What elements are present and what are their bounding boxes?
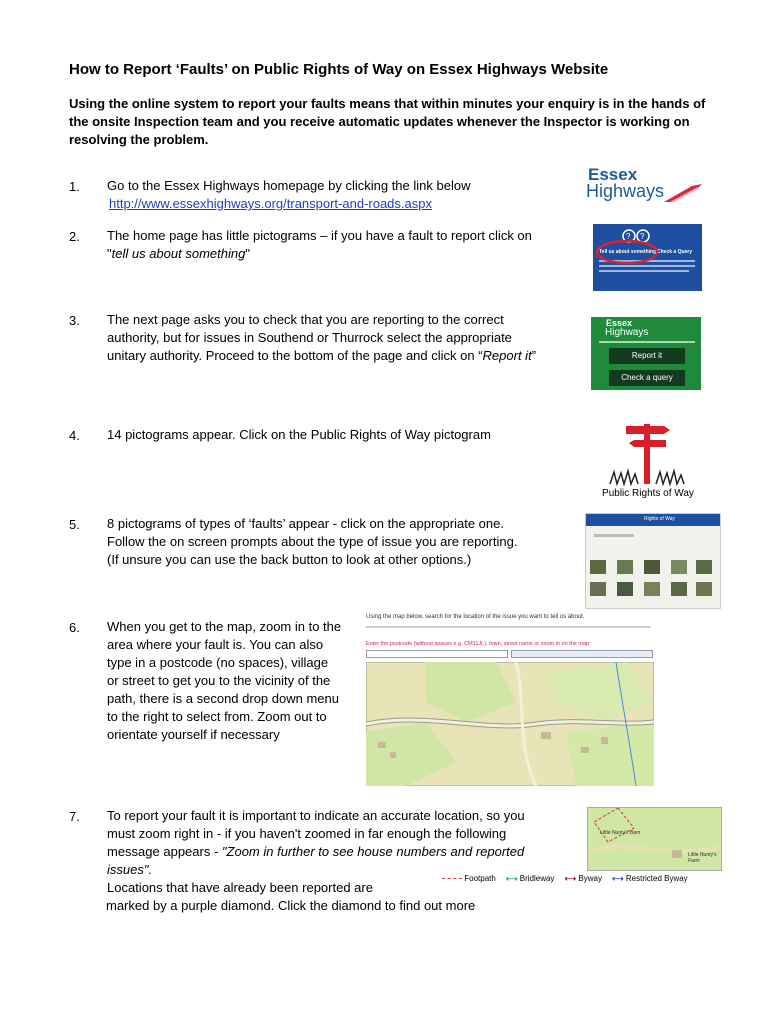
map-screenshot: Using the map below, search for the location of the issue you want to tell us about. Enter the postcode (without spaces e.g. CM11JL), town, street name or zoom in on the map: — [363, 614, 658, 789]
path-type-legend: Footpath ⟷ Bridleway ⟷ Byway ⟷ Restricted Byway — [442, 874, 688, 886]
page-title: How to Report ‘Faults’ on Public Rights of Way on Essex Highways Website — [69, 61, 609, 78]
highlight-circle — [593, 238, 663, 268]
zoomed-map-screenshot: Little Nunty's Barn Little Nunty's Farm — [587, 807, 722, 871]
step-number: 2. — [69, 229, 80, 244]
bridleway-arrow-icon: ⟷ — [506, 874, 518, 883]
byway-arrow-icon: ⟷ — [564, 874, 577, 883]
fault-types-screenshot: Rights of Way — [585, 513, 721, 609]
step-1-text: Go to the Essex Highways homepage by clicking the link below http://www.essexhighways.org/transport-and-roads.aspx — [107, 178, 471, 211]
step-number: 1. — [69, 179, 80, 194]
essex-highways-link[interactable]: http://www.essexhighways.org/transport-and-roads.aspx — [109, 196, 432, 211]
step-7-line3: marked by a purple diamond. Click the diamond to find out more — [106, 898, 476, 913]
step-7-line2: Locations that have already been reported are — [107, 880, 373, 895]
step-7-text: To report your fault it is important to indicate an accurate location, so you must zoom right in - if you haven't zoomed in far enough the following message appears - "Zoom in further to see house numbers and reported issues". — [107, 808, 525, 877]
step-5-text: 8 pictograms of types of ‘faults’ appear - click on the appropriate one. Follow the on screen prompts about the type of issue you are reporting. (If unsure you can use the back button to look at other options.) — [107, 516, 518, 567]
street-dropdown — [511, 650, 653, 658]
step-4-text: 14 pictograms appear. Click on the Public Rights of Way pictogram — [107, 427, 491, 442]
prow-pictogram: Public Rights of Way — [596, 418, 700, 504]
signpost-icon — [596, 418, 700, 488]
step-3-text: The next page asks you to check that you are reporting to the correct authority, but for issues in Southend or Thurrock select the appropriate unitary authority. Proceed to the bottom of the page and click on “Report it” — [107, 312, 537, 363]
step-6-text: When you get to the map, zoom in to the area where your fault is. You can also type in a postcode (no spaces), village or street to get you to the vicinity of the path, there is a second drop down menu to the right to select from. Zoom out to orientate yourself if necessary — [107, 619, 342, 742]
authority-page-screenshot: Essex Highways Report it Check a query — [591, 317, 701, 390]
report-it-button: Report it — [609, 348, 685, 364]
step-number: 6. — [69, 620, 80, 635]
step-number: 3. — [69, 313, 80, 328]
intro-paragraph: Using the online system to report your faults means that within minutes your enquiry is in the hands of the onsite Inspection team and you receive automatic updates whenever the Inspector is working on resolving the problem. — [69, 96, 706, 147]
swoosh-icon — [662, 182, 704, 204]
footpath-swatch — [442, 878, 462, 879]
step-number: 7. — [69, 809, 80, 824]
essex-highways-logo: Essex Highways — [584, 166, 704, 206]
step-number: 4. — [69, 428, 80, 443]
step-number: 5. — [69, 517, 80, 532]
restricted-byway-arrow-icon: ⟷ — [612, 874, 624, 883]
step-2-text: The home page has little pictograms – if you have a fault to report click on "tell us about something" — [107, 228, 532, 261]
check-query-button: Check a query — [609, 370, 685, 386]
svg-text:?: ? — [640, 232, 645, 241]
homepage-pictograms-screenshot: ? ? Tell us about something Check a Query — [593, 224, 702, 291]
postcode-input — [366, 650, 508, 658]
svg-text:?: ? — [626, 232, 631, 241]
map-area — [366, 662, 654, 786]
